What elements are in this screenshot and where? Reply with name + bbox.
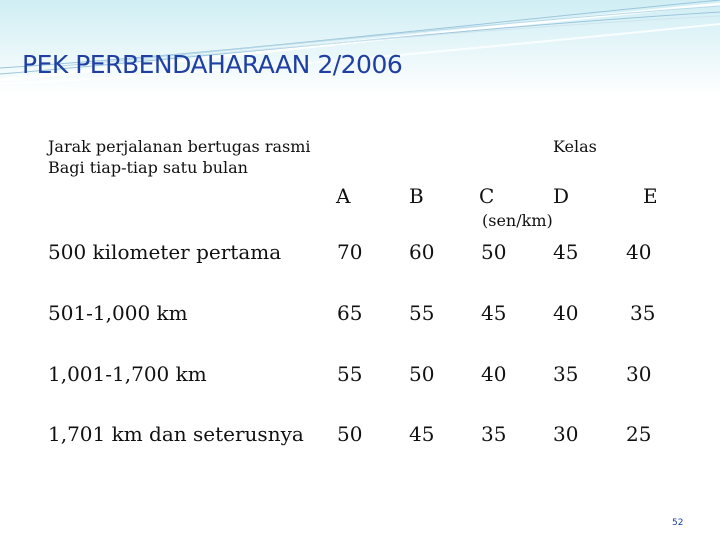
row-4-rate-a: 50 [337,422,363,446]
row-1-rate-d: 45 [553,240,579,264]
row-1-rate-c: 50 [481,240,507,264]
class-header-d: D [553,184,570,208]
row-1-distance: 500 kilometer pertama [48,240,282,264]
kelas-label: Kelas [553,137,597,156]
row-1-rate-b: 60 [409,240,435,264]
row-4-rate-d: 30 [553,422,579,446]
row-1-rate-a: 70 [337,240,363,264]
row-3-rate-d: 35 [553,362,579,386]
class-header-e: E [643,184,658,208]
decorative-swoosh [0,0,720,95]
row-4-rate-c: 35 [481,422,507,446]
class-header-b: B [409,184,424,208]
row-2-rate-c: 45 [481,301,507,325]
class-header-c: C [479,184,495,208]
row-3-rate-c: 40 [481,362,507,386]
row-2-rate-d: 40 [553,301,579,325]
description-line-1: Jarak perjalanan bertugas rasmi [48,137,311,156]
row-3-rate-a: 55 [337,362,363,386]
row-4-rate-e: 25 [626,422,652,446]
unit-label: (sen/km) [482,211,553,230]
row-3-rate-b: 50 [409,362,435,386]
slide-number: 52 [672,518,684,528]
description [48,136,311,178]
row-3-rate-e: 30 [626,362,652,386]
row-3-distance: 1,001-1,700 km [48,362,207,386]
row-4-rate-b: 45 [409,422,435,446]
row-2-distance: 501-1,000 km [48,301,188,325]
row-1-rate-e: 40 [626,240,652,264]
page-title: PEK PERBENDAHARAAN 2/2006 [22,50,403,79]
row-2-rate-a: 65 [337,301,363,325]
row-4-distance: 1,701 km dan seterusnya [48,422,304,446]
row-2-rate-b: 55 [409,301,435,325]
row-2-rate-e: 35 [630,301,656,325]
description-line-2: Bagi tiap-tiap satu bulan [48,158,248,177]
class-header-a: A [336,184,351,208]
